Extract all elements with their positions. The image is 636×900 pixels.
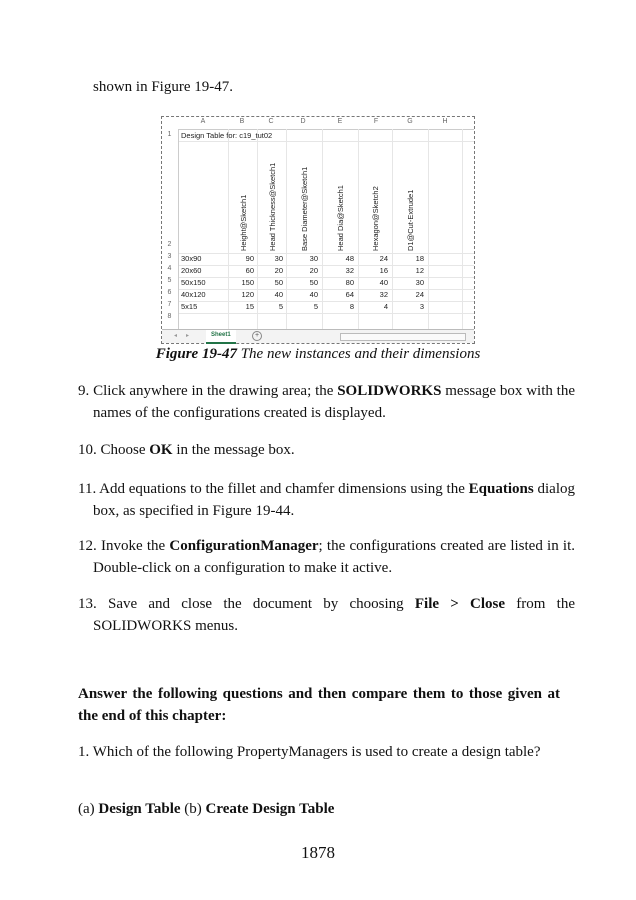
row-number: 4 xyxy=(167,265,172,272)
table-cell: 32 xyxy=(345,266,354,275)
table-cell: 20 xyxy=(309,266,318,275)
table-cell: 12 xyxy=(415,266,424,275)
question-1: 1. Which of the following PropertyManagers is used to create a design table? xyxy=(78,744,541,760)
table-cell: 4 xyxy=(383,302,388,311)
sheet-tab-bar xyxy=(162,329,474,343)
questions-heading: Answer the following questions and then compare them to those given at the end of this chapter: xyxy=(78,686,560,724)
table-cell: 32 xyxy=(379,290,388,299)
step-9: 9. Click anywhere in the drawing area; the SOLIDWORKS message box with the names of the configurations created is displayed. xyxy=(78,383,576,421)
column-title: Base Diameter@Sketch1 xyxy=(300,166,309,251)
column-title: Head Dia@Sketch1 xyxy=(336,185,345,251)
table-cell: 80 xyxy=(345,278,354,287)
table-cell: 50 xyxy=(309,278,318,287)
page-number: 1878 xyxy=(301,843,335,862)
sheet-nav-left-icon[interactable]: ◂ xyxy=(174,333,178,339)
table-cell: 40 xyxy=(309,290,318,299)
table-cell: 15 xyxy=(245,302,254,311)
row-number: 7 xyxy=(167,301,172,308)
table-cell: 24 xyxy=(415,290,424,299)
step-13: 13. Save and close the document by choosing File > Close from the SOLIDWORKS menus. xyxy=(78,596,576,634)
column-header: D xyxy=(300,118,306,125)
horizontal-scrollbar[interactable] xyxy=(340,333,466,341)
table-cell: 64 xyxy=(345,290,354,299)
row-number: 8 xyxy=(167,313,172,320)
column-title: Height@Sketch1 xyxy=(239,194,248,251)
step-12: 12. Invoke the ConfigurationManager; the configurations created are listed in it. Double-click on a configuration to make it active. xyxy=(78,538,575,576)
column-header: F xyxy=(373,118,379,125)
column-header: A xyxy=(200,118,206,125)
table-cell: 90 xyxy=(245,254,254,263)
table-cell: 5 xyxy=(313,302,318,311)
intro-line: shown in Figure 19-47. xyxy=(93,79,233,95)
table-cell: 5 xyxy=(278,302,283,311)
figure-caption-text: The new instances and their dimensions xyxy=(236,346,481,362)
config-name: 50x150 xyxy=(181,278,206,287)
table-cell: 40 xyxy=(274,290,283,299)
table-cell: 24 xyxy=(379,254,388,263)
table-cell: 30 xyxy=(309,254,318,263)
table-cell: 18 xyxy=(415,254,424,263)
row-number: 6 xyxy=(167,289,172,296)
table-cell: 8 xyxy=(349,302,354,311)
answer-options: (a) Design Table (b) Create Design Table xyxy=(78,801,335,817)
config-name: 30x90 xyxy=(181,254,202,263)
sheet-tab[interactable]: Sheet1 xyxy=(206,330,236,344)
sheet-nav-right-icon[interactable]: ▸ xyxy=(186,333,190,339)
column-header: G xyxy=(407,118,413,125)
column-title: D1@Cut-Extrude1 xyxy=(406,189,415,251)
table-cell: 3 xyxy=(419,302,424,311)
row-number: 3 xyxy=(167,253,172,260)
figure-caption xyxy=(0,344,636,364)
table-cell: 20 xyxy=(274,266,283,275)
table-cell: 30 xyxy=(415,278,424,287)
row-number: 1 xyxy=(167,131,172,138)
table-cell: 120 xyxy=(241,290,254,299)
design-table-figure xyxy=(161,116,475,344)
table-cell: 48 xyxy=(345,254,354,263)
table-cell: 50 xyxy=(274,278,283,287)
config-name: 40x120 xyxy=(181,290,206,299)
column-header: E xyxy=(337,118,343,125)
column-header: H xyxy=(442,118,448,125)
table-cell: 60 xyxy=(245,266,254,275)
config-name: 5x15 xyxy=(181,302,198,311)
row-number: 2 xyxy=(167,241,172,248)
column-header: B xyxy=(239,118,245,125)
figure-label: Figure 19-47 xyxy=(155,346,237,362)
row-number: 5 xyxy=(167,277,172,284)
design-table-title: Design Table for: c19_tut02 xyxy=(181,131,273,140)
column-header: C xyxy=(268,118,274,125)
step-11: 11. Add equations to the fillet and chamfer dimensions using the Equations dialog box, as specified in Figure 19-44. xyxy=(78,481,575,519)
config-name: 20x60 xyxy=(181,266,202,275)
table-cell: 30 xyxy=(274,254,283,263)
table-cell: 16 xyxy=(379,266,388,275)
table-cell: 150 xyxy=(241,278,254,287)
add-sheet-icon[interactable]: + xyxy=(252,331,262,341)
table-cell: 40 xyxy=(379,278,388,287)
column-title: Head Thickness@Sketch1 xyxy=(268,162,277,251)
column-title: Hexagon@Sketch2 xyxy=(371,186,380,251)
step-10: 10. Choose OK in the message box. xyxy=(78,442,295,458)
